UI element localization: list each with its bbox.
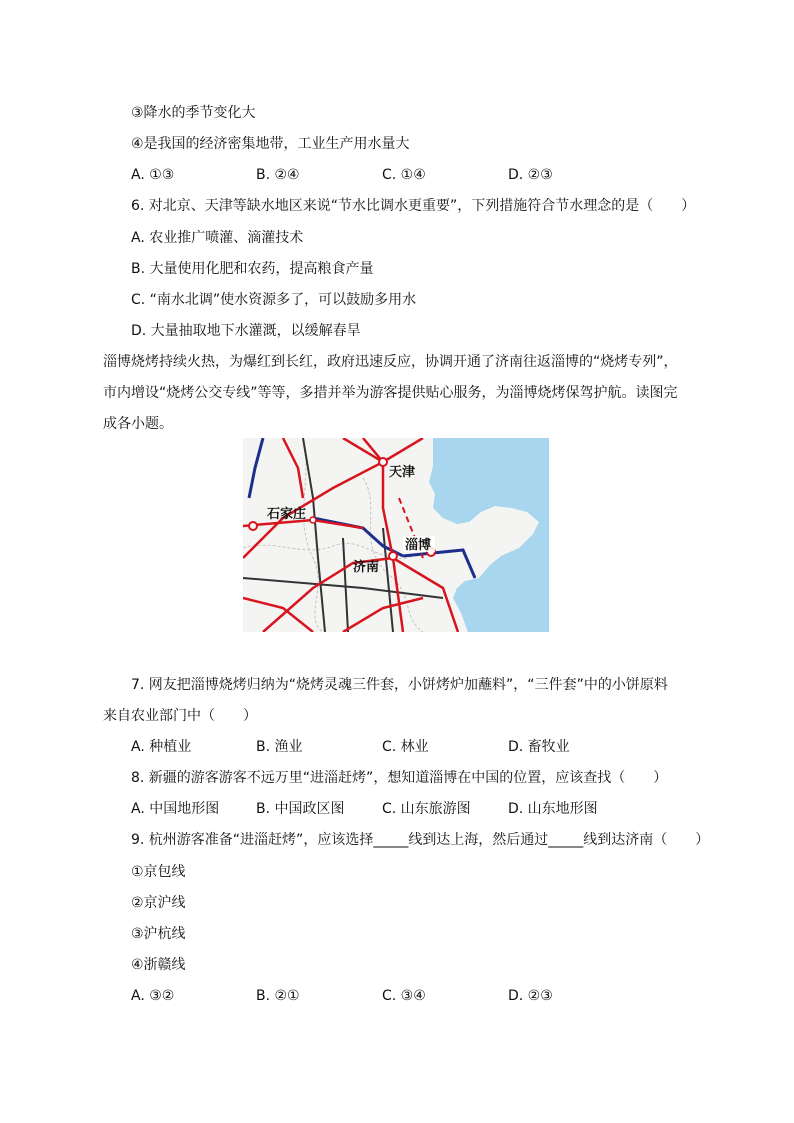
city-label-tianjin: 天津 bbox=[389, 465, 416, 480]
q6-option-c: C. “南水北调”使水资源多了，可以鼓励多用水 bbox=[131, 292, 417, 308]
city-label-jinan: 济南 bbox=[353, 560, 380, 575]
q9-option-c: C. ③④ bbox=[382, 988, 426, 1004]
q9-item-2: ②京沪线 bbox=[131, 895, 186, 911]
q5-option-c: C. ①④ bbox=[382, 167, 426, 183]
q7-option-b: B. 渔业 bbox=[256, 739, 303, 755]
q5-option-b: B. ②④ bbox=[256, 167, 300, 183]
q6-option-b: B. 大量使用化肥和农药，提高粮食产量 bbox=[131, 261, 374, 277]
q8-option-c: C. 山东旅游图 bbox=[382, 801, 471, 817]
city-label-zibo: 淄博 bbox=[405, 538, 432, 553]
q7-option-c: C. 林业 bbox=[382, 739, 429, 755]
q6-option-a: A. 农业推广喷灌、滴灌技术 bbox=[131, 230, 304, 246]
passage-line-2: 市内增设“烧烤公交专线”等等，多措并举为游客提供贴心服务，为淄博烧烤保驾护航。读图完 bbox=[103, 385, 678, 401]
railway-map bbox=[243, 438, 549, 632]
q8-stem: 8. 新疆的游客游客不远万里“进淄赶烤”，想知道淄博在中国的位置，应该查找（ ） bbox=[131, 770, 668, 786]
q7-option-d: D. 畜牧业 bbox=[508, 739, 570, 755]
q8-option-a: A. 中国地形图 bbox=[131, 801, 220, 817]
city-marker-hengshui bbox=[310, 517, 316, 523]
q9-option-b: B. ②① bbox=[256, 988, 300, 1004]
q7-stem-line-2: 来自农业部门中（ ） bbox=[103, 708, 257, 724]
q9-option-d: D. ②③ bbox=[508, 988, 553, 1004]
city-label-shijiazhuang: 石家庄 bbox=[267, 507, 307, 522]
q8-option-d: D. 山东地形图 bbox=[508, 801, 598, 817]
q8-option-b: B. 中国政区图 bbox=[256, 801, 345, 817]
q9-stem: 9. 杭州游客准备“进淄赶烤”，应该选择_____线到达上海，然后通过_____线到达济南（ ） bbox=[131, 832, 710, 848]
q5-item-3: ③降水的季节变化大 bbox=[131, 105, 256, 121]
q9-item-1: ①京包线 bbox=[131, 864, 186, 880]
q5-option-d: D. ②③ bbox=[508, 167, 553, 183]
q9-item-4: ④浙赣线 bbox=[131, 957, 186, 973]
q6-option-d: D. 大量抽取地下水灌溉，以缓解春旱 bbox=[131, 323, 361, 339]
passage-line-1: 淄博烧烤持续火热，为爆红到长红，政府迅速反应，协调开通了济南往返淄博的“烧烤专列”， bbox=[103, 354, 678, 370]
q7-stem-line-1: 7. 网友把淄博烧烤归纳为“烧烤灵魂三件套，小饼烤炉加蘸料”，“三件套”中的小饼原料 bbox=[131, 677, 668, 693]
q9-option-a: A. ③② bbox=[131, 988, 175, 1004]
passage-line-3: 成各小题。 bbox=[103, 416, 173, 432]
q9-item-3: ③沪杭线 bbox=[131, 926, 186, 942]
q6-stem: 6. 对北京、天津等缺水地区来说“节水比调水更重要”，下列措施符合节水理念的是（ ） bbox=[131, 198, 696, 214]
q7-option-a: A. 种植业 bbox=[131, 739, 192, 755]
city-marker-tianjin bbox=[379, 458, 387, 466]
q5-item-4: ④是我国的经济密集地带，工业生产用水量大 bbox=[131, 136, 410, 152]
q5-option-a: A. ①③ bbox=[131, 167, 175, 183]
city-marker-jinan bbox=[389, 552, 397, 560]
city-marker-shijiazhuang bbox=[249, 522, 257, 530]
